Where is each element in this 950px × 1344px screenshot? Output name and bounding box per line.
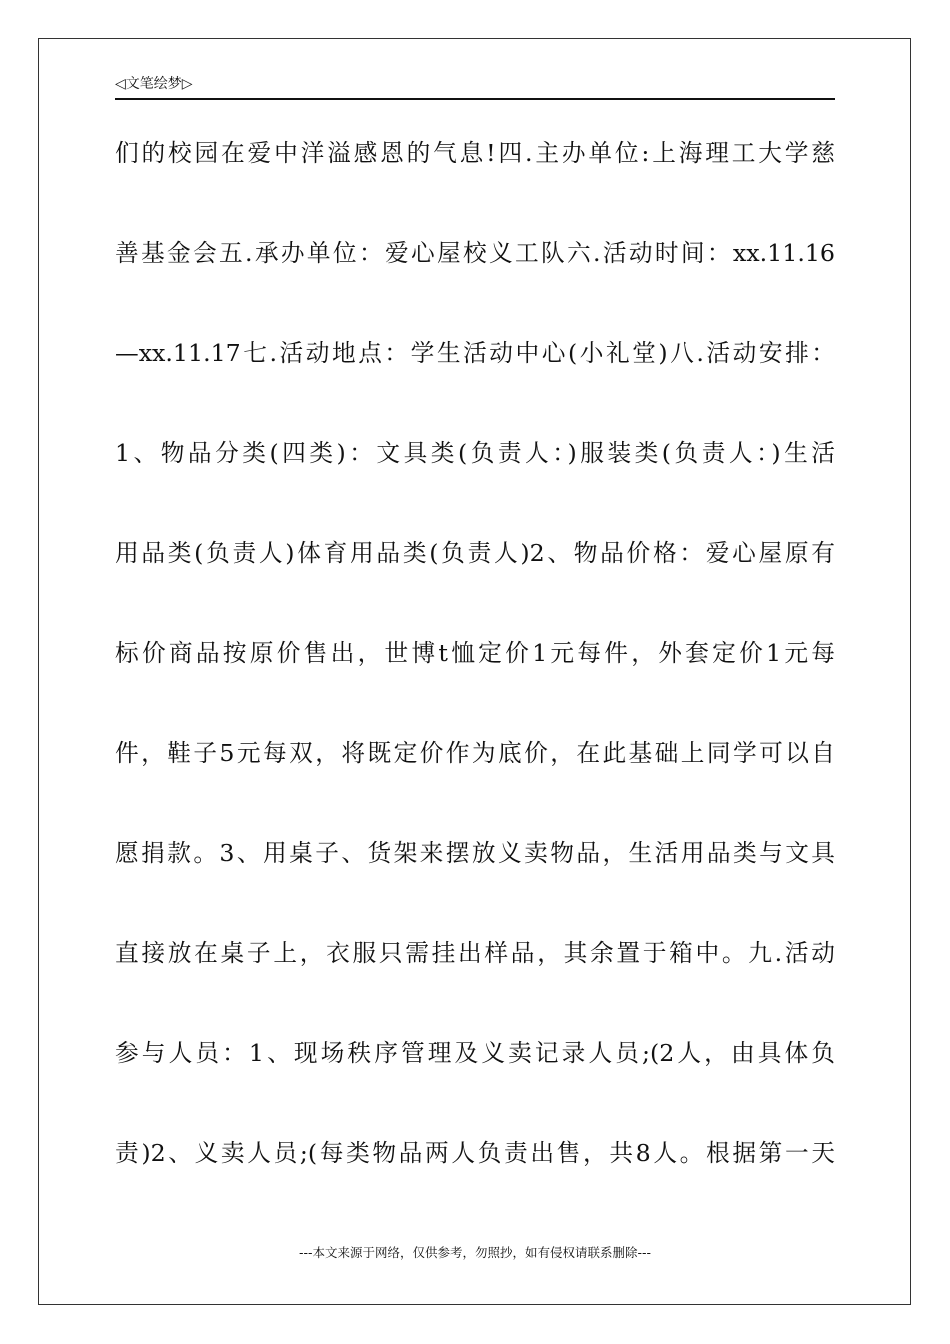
body-line: 们的校园在爱中洋溢感恩的气息!四.主办单位:上海理工大学慈 (115, 139, 835, 167)
document-body (115, 103, 835, 1203)
body-line: 愿捐款。3、用桌子、货架来摆放义卖物品，生活用品类与文具 (115, 839, 835, 867)
body-line: 参与人员：1、现场秩序管理及义卖记录人员;(2人，由具体负 (115, 1039, 835, 1067)
body-line: 件，鞋子5元每双，将既定价作为底价，在此基础上同学可以自 (115, 739, 835, 767)
footer-notice: ---本文来源于网络，仅供参考，勿照抄，如有侵权请联系删除--- (298, 1245, 652, 1260)
body-line: 善基金会五.承办单位：爱心屋校义工队六.活动时间：xx.11.16 (115, 239, 835, 267)
body-line: 标价商品按原价售出，世博t恤定价1元每件，外套定价1元每 (115, 639, 835, 667)
body-line: 用品类(负责人)体育用品类(负责人)2、物品价格：爱心屋原有 (115, 539, 835, 567)
body-line: 1、物品分类(四类)：文具类(负责人：)服装类(负责人：)生活 (115, 439, 835, 467)
page-header (115, 70, 835, 100)
body-line: 直接放在桌子上，衣服只需挂出样品，其余置于箱中。九.活动 (115, 939, 835, 967)
body-line: —xx.11.17七.活动地点：学生活动中心(小礼堂)八.活动安排： (115, 339, 835, 367)
body-line: 责)2、义卖人员;(每类物品两人负责出售，共8人。根据第一天 (115, 1139, 835, 1167)
header-brand: ◁文笔绘梦▷ (115, 76, 193, 92)
